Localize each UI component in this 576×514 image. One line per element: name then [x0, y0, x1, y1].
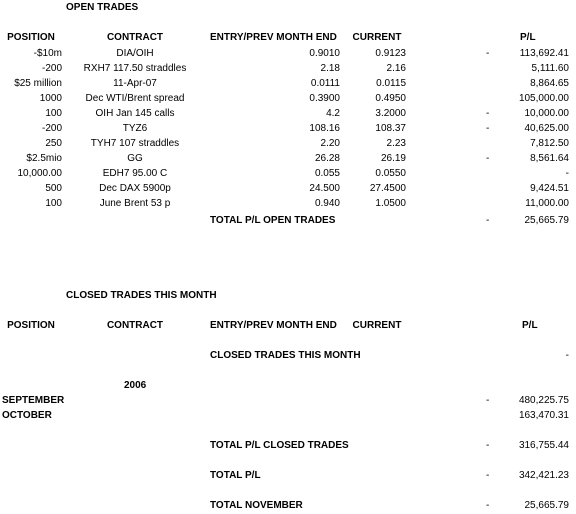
cell-entry: 26.28: [314, 153, 340, 164]
closed-trades-title: CLOSED TRADES THIS MONTH: [66, 290, 217, 301]
cell-position: 100: [45, 108, 62, 119]
total-pl-label: TOTAL P/L: [210, 470, 261, 481]
cell-entry: 0.940: [314, 198, 340, 209]
cell-current: 2.16: [386, 63, 406, 74]
cell-entry: 0.3900: [309, 93, 340, 104]
header-pl: P/L: [520, 32, 536, 43]
cell-position: 10,000.00: [17, 168, 62, 179]
year-label: 2006: [124, 380, 147, 391]
cell-sign: -: [486, 123, 490, 134]
open-total-sign: -: [486, 215, 490, 226]
cell-current: 2.23: [386, 138, 406, 149]
cell-position: -200: [41, 63, 62, 74]
total-november-sign: -: [486, 500, 490, 511]
cell-position: -200: [41, 123, 62, 134]
cell-contract: GG: [127, 153, 143, 164]
cell-position: 500: [45, 183, 62, 194]
closed-month-value: -: [565, 350, 569, 361]
cell-pl: 9,424.51: [530, 183, 569, 194]
cell-current: 27.4500: [369, 183, 406, 194]
cell-pl: 105,000.00: [518, 93, 569, 104]
cell-current: 0.4950: [375, 93, 406, 104]
total-november-label: TOTAL NOVEMBER: [210, 500, 303, 511]
cell-current: 1.0500: [375, 198, 406, 209]
cell-position: $2.5mio: [26, 153, 62, 164]
cell-pl: 10,000.00: [524, 108, 569, 119]
cell-entry: 4.2: [326, 108, 340, 119]
cell-position: 250: [45, 138, 62, 149]
cell-contract: TYZ6: [122, 123, 148, 134]
cell-pl: 7,812.50: [530, 138, 569, 149]
cell-entry: 0.055: [314, 168, 340, 179]
cell-pl: 40,625.00: [524, 123, 569, 134]
total-november-value: 25,665.79: [524, 500, 569, 511]
cell-current: 108.37: [375, 123, 406, 134]
cell-contract: EDH7 95.00 C: [102, 168, 168, 179]
cell-pl: -: [565, 168, 569, 179]
cell-contract: June Brent 53 p: [99, 198, 171, 209]
cell-entry: 108.16: [309, 123, 340, 134]
header-position: POSITION: [7, 32, 55, 43]
closed-total-sign: -: [486, 440, 490, 451]
cell-position: -$10m: [33, 48, 62, 59]
header-contract: CONTRACT: [106, 32, 164, 43]
header-current: CURRENT: [352, 320, 402, 331]
closed-total-value: 316,755.44: [518, 440, 569, 451]
cell-sign: -: [486, 48, 490, 59]
cell-current: 0.9123: [375, 48, 406, 59]
cell-contract: DIA/OIH: [116, 48, 154, 59]
cell-contract: TYH7 107 straddles: [90, 138, 180, 149]
header-entry: ENTRY/PREV MONTH END: [210, 32, 337, 43]
cell-entry: 2.20: [320, 138, 340, 149]
cell-entry: 0.0111: [310, 78, 340, 89]
cell-contract: RXH7 117.50 straddles: [83, 63, 187, 74]
month-value: 163,470.31: [518, 410, 569, 421]
cell-entry: 24.500: [309, 183, 340, 194]
cell-position: 100: [45, 198, 62, 209]
cell-contract: Dec DAX 5900p: [99, 183, 171, 194]
closed-total-label: TOTAL P/L CLOSED TRADES: [210, 440, 349, 451]
cell-current: 0.0115: [376, 78, 406, 89]
cell-contract: 11-Apr-07: [113, 78, 157, 89]
open-total-value: 25,665.79: [524, 215, 569, 226]
cell-sign: -: [486, 153, 490, 164]
header-contract: CONTRACT: [106, 320, 164, 331]
cell-position: $25 million: [14, 78, 62, 89]
month-label: OCTOBER: [2, 410, 52, 421]
cell-pl: 5,111.60: [531, 63, 569, 74]
total-pl-sign: -: [486, 470, 490, 481]
total-pl-value: 342,421.23: [518, 470, 569, 481]
cell-pl: 8,864.65: [530, 78, 569, 89]
cell-entry: 2.18: [320, 63, 340, 74]
cell-entry: 0.9010: [309, 48, 340, 59]
header-current: CURRENT: [352, 32, 402, 43]
open-trades-title: OPEN TRADES: [66, 2, 139, 13]
cell-current: 3.2000: [375, 108, 406, 119]
open-total-label: TOTAL P/L OPEN TRADES: [210, 215, 336, 226]
cell-pl: 8,561.64: [530, 153, 569, 164]
month-label: SEPTEMBER: [2, 395, 65, 406]
header-entry: ENTRY/PREV MONTH END: [210, 320, 337, 331]
month-sign: -: [486, 395, 490, 406]
cell-pl: 113,692.41: [519, 48, 569, 59]
cell-current: 0.0550: [375, 168, 406, 179]
header-position: POSITION: [7, 320, 55, 331]
cell-sign: -: [486, 108, 490, 119]
cell-position: 1000: [39, 93, 62, 104]
closed-month-label: CLOSED TRADES THIS MONTH: [210, 350, 361, 361]
cell-contract: Dec WTI/Brent spread: [85, 93, 185, 104]
header-pl: P/L: [522, 320, 538, 331]
month-value: 480,225.75: [518, 395, 569, 406]
cell-contract: OIH Jan 145 calls: [95, 108, 175, 119]
cell-current: 26.19: [380, 153, 406, 164]
cell-pl: 11,000.00: [525, 198, 569, 209]
